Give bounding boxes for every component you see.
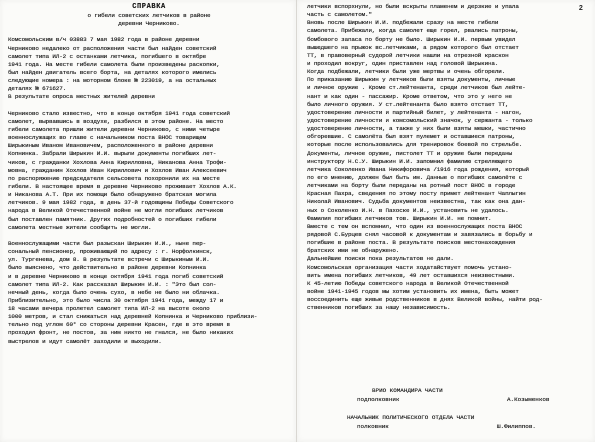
text-line: тельно под углом 60° со стороны деревни Красен, где в это время в [8, 321, 230, 329]
text-line: Вновь после Ширыкин И.И. подбежали сразу на месте гибели [307, 19, 499, 27]
text-line: следующие номера : на моторном блоке № 223019, а на остальных [8, 77, 217, 85]
text-line [8, 28, 290, 36]
text-line: вышедшего на прыжок вс.летчиками, а рядом которого был отстает [307, 43, 519, 51]
text-line: Копнинка. Забрали Ширыкин И.И. вырыли документы погибших лет- [8, 150, 217, 158]
document-title: СПРАВКА [132, 3, 166, 11]
text-line: По приказанию Ширыкин у летчиков были взяты документы, личные [307, 76, 516, 84]
text-line: гибели самолета пришли жители деревни Черниково, с ними четыре [8, 125, 220, 133]
text-line: удостоверение личности и комсомольский значок, у сержанта - только [307, 116, 533, 124]
text-line: Фамилия погибших летчиков тов. Ширыкин И.И. не помнит. [307, 214, 492, 222]
text-line: мовна, гражданин Хохлов Иван Кириллович и Хохлов Иван Алексеевич [8, 166, 227, 174]
page-number: 2 [578, 5, 583, 13]
text-line: 1941 года. На месте гибели самолета были произведены раскопки, [8, 60, 220, 68]
text-line: проходил фронт, не постов, за ним никто не гнался, не было никаких [8, 329, 234, 337]
text-line: сональный пенсионер, проживающий по адресу : г. Норфолкинск, [8, 248, 213, 256]
text-line: бомбового запаса по борту не было. Ширыкин И.И. первым увидел [307, 35, 516, 43]
text-line: Ширыкиным Иваном Ивановичем, расположенного в районе деревни [8, 142, 213, 150]
text-line: и личное оружие . Кроме ст.лейтенанта, среди летчиков был лейте- [307, 84, 526, 92]
text-line: В результате опроса местных жителей деревни [8, 93, 155, 101]
text-line: войне 1941-1945 годов мы хотим установить их имена, быть может [307, 287, 519, 295]
text-line: ТТ, в правоверный судорой летчики нашли на отрезной краскон [307, 51, 509, 59]
page-2-text [307, 3, 587, 312]
text-line: К 45-летию Победы советского народа в Великой Отечественной [307, 279, 509, 287]
text-line: Черниково недалеко от расположения части был найден советский [8, 44, 217, 52]
text-line: военнослужащих во главе с начальником поста ВНОС товарищем [8, 134, 207, 142]
text-line: Когда подбежали, летчики были уже мертвы и очень обгорели. [307, 68, 506, 76]
signature-name-commander: А.Козыменков [507, 396, 550, 403]
text-line: выстрелов и идут самолёт заходили и выходили. [8, 337, 162, 345]
text-line: был поставлен памятник. Других подробностей о погибших гибели [8, 215, 217, 223]
page-1-text [8, 3, 290, 346]
text-line: ул. Тургенева, дом 8. В результате встречи с Ширыкиным И.И. [8, 256, 210, 264]
text-line: Вместе с тем он вспомнил, что один из военнослужащих поста ВНОС [307, 222, 523, 230]
text-line: самолета. Прибежали, когда самолет еще горел, рвались патроны, [307, 27, 519, 35]
text-line: и Никанова А.Т. При их помощи было обнаружено братская могила [8, 191, 217, 199]
text-line: Военнослужащими части был разыскан Ширыкин И.И., ныне пер- [8, 239, 207, 247]
text-line: по его мнению, должен был быть им. Данные о погибших самолёте с [307, 173, 523, 181]
text-line: ных о Соколенко И.Н. в Пахоске И.И., установить не удалось. [307, 206, 509, 214]
text-line: самолет типа ИЛ-2 с останками летчика, погибшего в октябре [8, 52, 207, 60]
text-line: Комсомольским в/ч 03883 7 мая 1982 года в районе деревни [8, 36, 200, 44]
text-line: Приблизительно, это было числа 30 октября 1941 года, между 17 и [8, 296, 224, 304]
signature-name-political: Ш.Филиппов. [497, 423, 536, 430]
text-line: обгоревшие. С самолёта был взят пулемет и оставшиеся патроны, [307, 133, 516, 141]
text-line: Дальнейшие поиски пока результатов не дали. [307, 255, 454, 263]
text-line: Комсомольская организация части ходатайствует помочь устано- [307, 263, 512, 271]
text-line: Красная Пахра, сведения по этому посту примет лейтенант Чаплыгин [307, 190, 526, 198]
text-line: самолет типа ИЛ-2. Как рассказал Ширыкин И.И. : "Это был сол- [8, 280, 217, 288]
text-line: самолет, вырвавшись в воздухе, разбился в этом районе. На место [8, 117, 224, 125]
text-line: самолета местные жители сообщить не могли. [8, 223, 152, 231]
text-line: деталях № 671627. [8, 85, 67, 93]
text-line: был найден двигатель всего борта, на деталях которого имелись [8, 68, 217, 76]
text-line: Документы, личное оружие, пистолет ТТ и оружие были переданы [307, 149, 512, 157]
text-line: часть с самолетом." [307, 11, 372, 19]
text-line: летчики вспорхнули, но были вскрыты пламенем и дерзкие и упала [307, 3, 519, 10]
text-line: и в деревне Черниково в конце октября 1941 года погиб советский [8, 272, 224, 280]
signature-rank-commander: подполковник [357, 396, 400, 403]
text-line [8, 102, 290, 110]
text-line: инструктору Н.С.У. Ширыкин И.И. запомнил фамилию стреляющего [307, 157, 512, 165]
text-line: было личного оружия. У ст.лейтенанта было взято отстает ТТ, [307, 100, 509, 108]
text-line: удостоверение личности, а также у них были взяты мешки, частично [307, 125, 526, 133]
document-page-1 [0, 0, 297, 442]
text-line [8, 232, 290, 240]
text-line: летчика Соколенко Ивана Никифоровича /1916 года рождения, который [307, 165, 529, 173]
text-line: нант и как один - пассажир. Кроме ответом, что это у него не [307, 92, 512, 100]
text-line: летчиками на борту были переданы на ротный пост ВНОС в городе [307, 182, 516, 190]
text-line: которые после использовались для тренировок боевой по стрельбе. [307, 141, 523, 149]
text-line: рядовой С.Бурцев снял часовой к документам и завязались в борьбу и [307, 230, 533, 238]
signature-title-political: НАЧАЛЬНИК ПОЛИТИЧЕСКОГО ОТДЕЛА ЧАСТИ [347, 414, 475, 421]
text-line: гибели. В настоящее время в деревне Черниково проживает Хохлов А.К. [8, 182, 237, 190]
text-line: о гибели советских летчиков в районе [87, 12, 211, 19]
document-page-2 [297, 0, 595, 442]
text-line: и проходил вокруг, один приставлен над головой Ширыкина. [307, 59, 499, 67]
text-line: 18 часами вечера пролетел самолет типа ИЛ-2 на высоте около [8, 305, 210, 313]
text-line: летчиков. 9 мая 1982 года, в день 37-й годовщины Победы Советского [8, 199, 234, 207]
text-line: погибшие в районе поста. В результате поисков местонахождения [307, 239, 516, 247]
text-line: вить имена погибших летчиков, 49 лет оставшихся неизвестными. [307, 271, 516, 279]
signature-title-commander: ВРИО КОМАНДИРА ЧАСТИ [372, 387, 443, 394]
text-line: деревни Черниково. [118, 20, 180, 28]
text-line: нечный день, когда было очень сухо, в небе не было ни облачка. [8, 288, 220, 296]
text-line: ственников погибших за нашу независимость. [307, 304, 451, 312]
text-line: удостоверение личности и партийный билет, у лейтенанта - нагон, [307, 108, 523, 116]
text-line: 1000 метров, и стал снижаться над деревней Копнинка и Черниково приблизи- [8, 313, 258, 321]
text-line: было выяснено, что действительно в районе деревни Копнинка [8, 264, 207, 272]
text-line: по распоряжению председателя сельсовета похоронили их на месте [8, 174, 220, 182]
text-line: братских ими не обнаружено. [307, 247, 400, 255]
text-line: воссоединить еще живые родственников в днях Великой войны, найти род- [307, 296, 543, 304]
text-line: Николай Иванович. Судьба документов неизвестна, так как она дан- [307, 198, 526, 206]
text-line: Черниково стало известно, что в конце октября 1941 года советский [8, 109, 230, 117]
signature-rank-political: полковник [357, 423, 389, 430]
text-line: чиков, с гражданки Хохлова Анна Кирилловна, Никанова Анна Трофи- [8, 158, 227, 166]
text-line: народа в Великой Отечественной войне не могли погибших летчиков [8, 207, 224, 215]
